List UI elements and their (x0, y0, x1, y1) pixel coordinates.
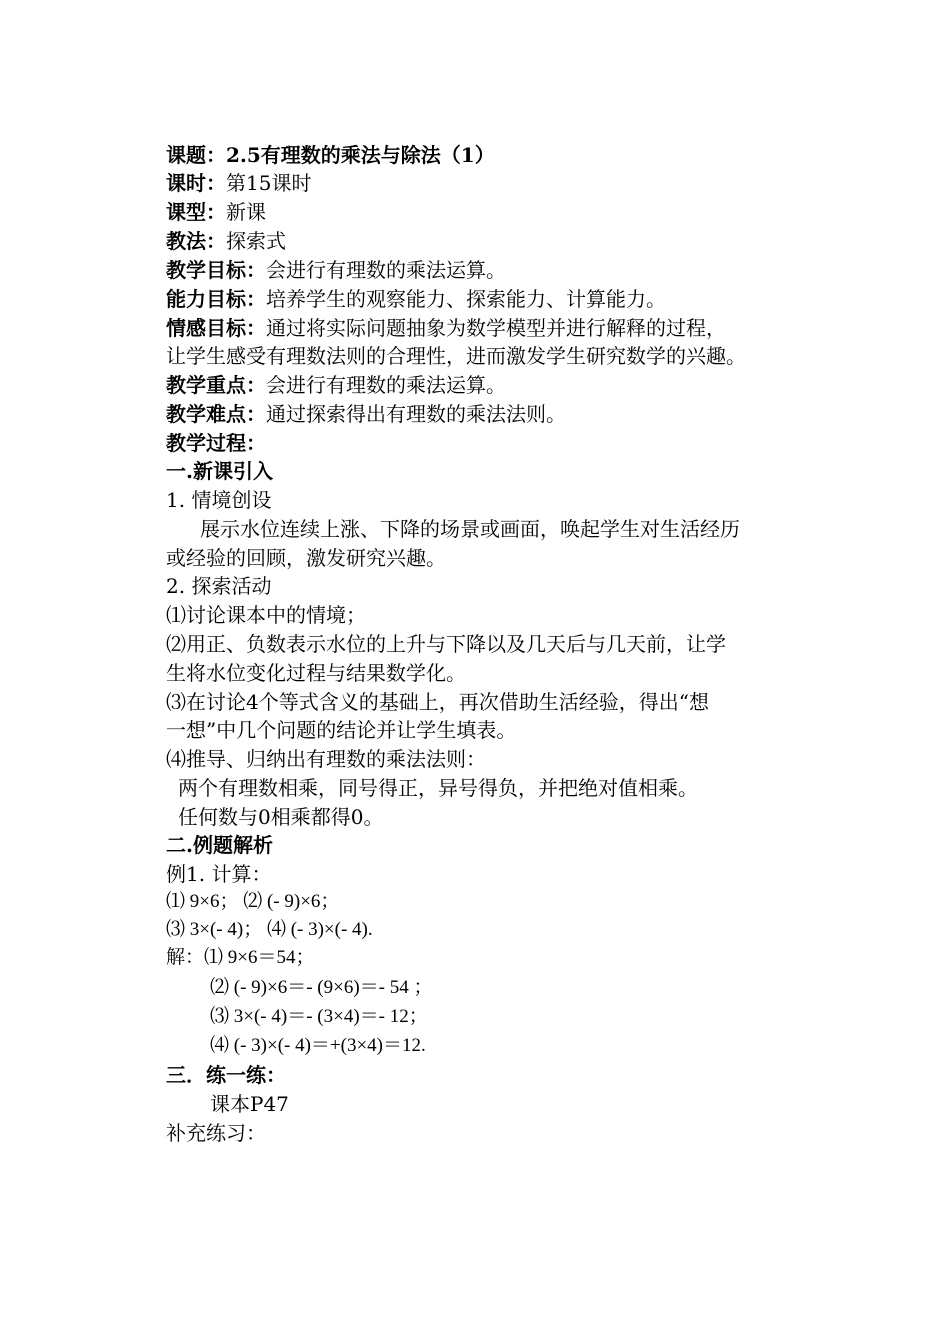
label: 教学目标： (166, 258, 266, 282)
difficult-point (166, 400, 566, 428)
rule-text: 任何数与0相乘都得0。 (178, 805, 384, 829)
label: 能力目标： (166, 287, 266, 311)
label: 教法： (166, 229, 226, 253)
rule-text: 两个有理数相乘，同号得正，异号得负，并把绝对值相乘。 (178, 776, 698, 800)
ability-goal (166, 285, 666, 313)
solution-line: 解：⑴ 9×6＝54； (166, 947, 315, 968)
label: 教学难点： (166, 402, 266, 426)
value: 新课 (226, 200, 266, 224)
section-heading-1: 一.新课引入 (166, 459, 273, 483)
subheading-1: 1. 情境创设 (166, 488, 272, 512)
list-item: ⑵用正、负数表示水位的上升与下降以及几天后与几天前，让学 (166, 632, 726, 656)
value: 通过探索得出有理数的乘法法则。 (266, 402, 566, 426)
teaching-method (166, 227, 286, 255)
label: 课型： (166, 200, 226, 224)
example-problems: ⑶ 3×(- 4)； ⑷ (- 3)×(- 4). (166, 919, 373, 940)
section-heading-2: 二.例题解析 (166, 833, 273, 857)
list-item: 生将水位变化过程与结果数学化。 (166, 661, 466, 685)
value: 探索式 (226, 229, 286, 253)
emotion-goal-cont: 让学生感受有理数法则的合理性，进而激发学生研究数学的兴趣。 (166, 344, 746, 368)
paragraph: 或经验的回顾，激发研究兴趣。 (166, 546, 446, 570)
lesson-title (166, 141, 495, 169)
process-heading: 教学过程： (166, 431, 266, 455)
value: 会进行有理数的乘法运算。 (266, 258, 506, 282)
lesson-type (166, 198, 266, 226)
teaching-goal (166, 256, 506, 284)
value: 会进行有理数的乘法运算。 (266, 373, 506, 397)
value: 第15课时 (226, 171, 312, 195)
solution-line: ⑵ (- 9)×6＝- (9×6)＝- 54 ； (210, 977, 433, 998)
list-item: ⑶在讨论4个等式含义的基础上，再次借助生活经验，得出“想 (166, 690, 709, 714)
solution-line: ⑶ 3×(- 4)＝- (3×4)＝- 12； (210, 1006, 428, 1027)
paragraph: 展示水位连续上涨、下降的场景或画面，唤起学生对生活经历 (200, 517, 740, 541)
example-title: 例1. 计算： (166, 862, 272, 886)
value: 2.5有理数的乘法与除法（1） (226, 143, 495, 167)
list-item: ⑴讨论课本中的情境； (166, 603, 366, 627)
label: 教学重点： (166, 373, 266, 397)
label: 课时： (166, 171, 226, 195)
section-heading-3: 三．练一练： (166, 1063, 286, 1087)
value: 培养学生的观察能力、探索能力、计算能力。 (266, 287, 666, 311)
list-item: ⑷推导、归纳出有理数的乘法法则： (166, 747, 486, 771)
solution-line: ⑷ (- 3)×(- 4)＝+(3×4)＝12. (210, 1035, 426, 1056)
emotion-goal (166, 314, 726, 342)
value: 通过将实际问题抽象为数学模型并进行解释的过程， (266, 316, 726, 340)
list-item: 一想”中几个问题的结论并让学生填表。 (166, 718, 517, 742)
subheading-2: 2. 探索活动 (166, 574, 272, 598)
label: 情感目标： (166, 316, 266, 340)
lesson-period (166, 169, 311, 197)
key-point (166, 371, 506, 399)
practice-text: 课本P47 (210, 1092, 289, 1116)
supplement-label: 补充练习： (166, 1121, 266, 1145)
label: 课题： (166, 143, 226, 167)
example-problems: ⑴ 9×6； ⑵ (- 9)×6； (166, 891, 340, 912)
